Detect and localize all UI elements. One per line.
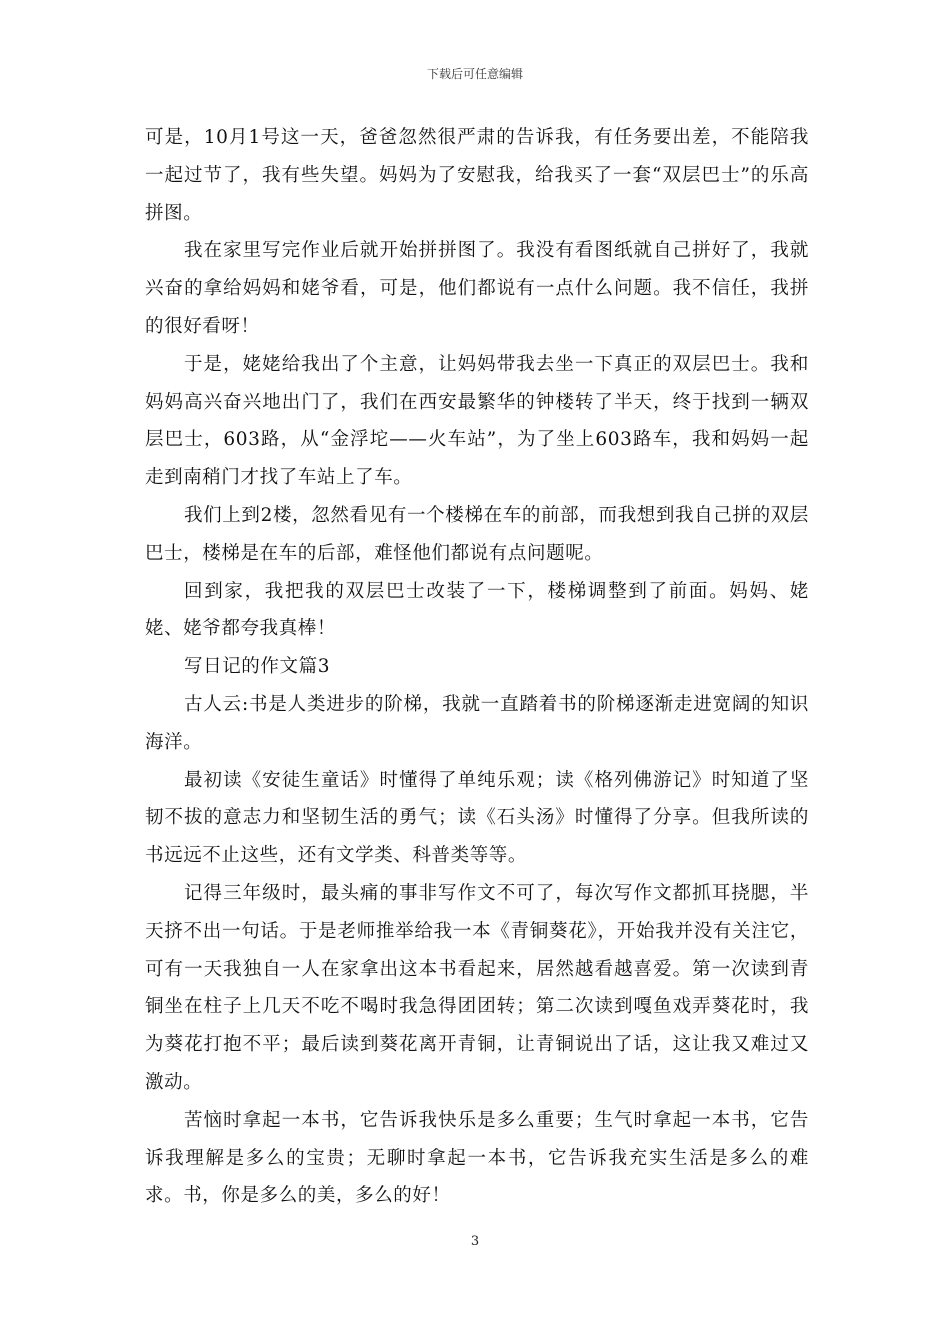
paragraph-8: 记得三年级时，最头痛的事非写作文不可了，每次写作文都抓耳挠腮，半天挤不出一句话。于是老师推举给我一本《青铜葵花》，开始我并没有关注它，可有一天我独自一人在家拿出这本书看起来，居然越看越喜爱。第一次读到青铜坐在柱子上几天不吃不喝时我急得团团转；第二次读到嘎鱼戏弄葵花时，我为葵花打抱不平；最后读到葵花离开青铜，让青铜说出了话，这让我又难过又激动。 (145, 882, 809, 1093)
paragraph-9: 苦恼时拿起一本书，它告诉我快乐是多么重要；生气时拿起一本书，它告诉我理解是多么的宝贵；无聊时拿起一本书，它告诉我充实生活是多么的难求。书，你是多么的美，多么的好！ (145, 1109, 809, 1207)
document-body (145, 119, 809, 1215)
paragraph-6: 古人云:书是人类进步的阶梯，我就一直踏着书的阶梯逐渐走进宽阔的知识海洋。 (145, 693, 809, 753)
paragraph-3: 于是，姥姥给我出了个主意，让妈妈带我去坐一下真正的双层巴士。我和妈妈高兴奋兴地出门了，我们在西安最繁华的钟楼转了半天，终于找到一辆双层巴士，603路，从“金浮坨——火车站”，为了坐上603路车，我和妈妈一起走到南稍门才找了车站上了车。 (145, 353, 809, 489)
paragraph-2: 我在家里写完作业后就开始拼拼图了。我没有看图纸就自己拼好了，我就兴奋的拿给妈妈和姥爷看，可是，他们都说有一点什么问题。我不信任，我拼的很好看呀！ (145, 240, 809, 337)
paragraph-1: 可是，10月1号这一天，爸爸忽然很严肃的告诉我，有任务要出差，不能陪我一起过节了，我有些失望。妈妈为了安慰我，给我买了一套“双层巴士”的乐高拼图。 (145, 127, 809, 224)
paragraph-5: 回到家，我把我的双层巴士改装了一下，楼梯调整到了前面。妈妈、姥姥、姥爷都夸我真棒！ (145, 580, 809, 640)
page-number: 3 (470, 1234, 480, 1249)
page-header-note: 下载后可任意编辑 (426, 67, 523, 81)
paragraph-7: 最初读《安徒生童话》时懂得了单纯乐观；读《格列佛游记》时知道了坚韧不拔的意志力和坚韧生活的勇气；读《石头汤》时懂得了分享。但我所读的书远远不止这些，还有文学类、科普类等等。 (145, 769, 809, 867)
paragraph-4: 我们上到2楼，忽然看见有一个楼梯在车的前部，而我想到我自己拼的双层巴士，楼梯是在车的后部，难怪他们都说有点问题呢。 (145, 504, 809, 564)
section-heading: 写日记的作文篇3 (184, 656, 331, 678)
